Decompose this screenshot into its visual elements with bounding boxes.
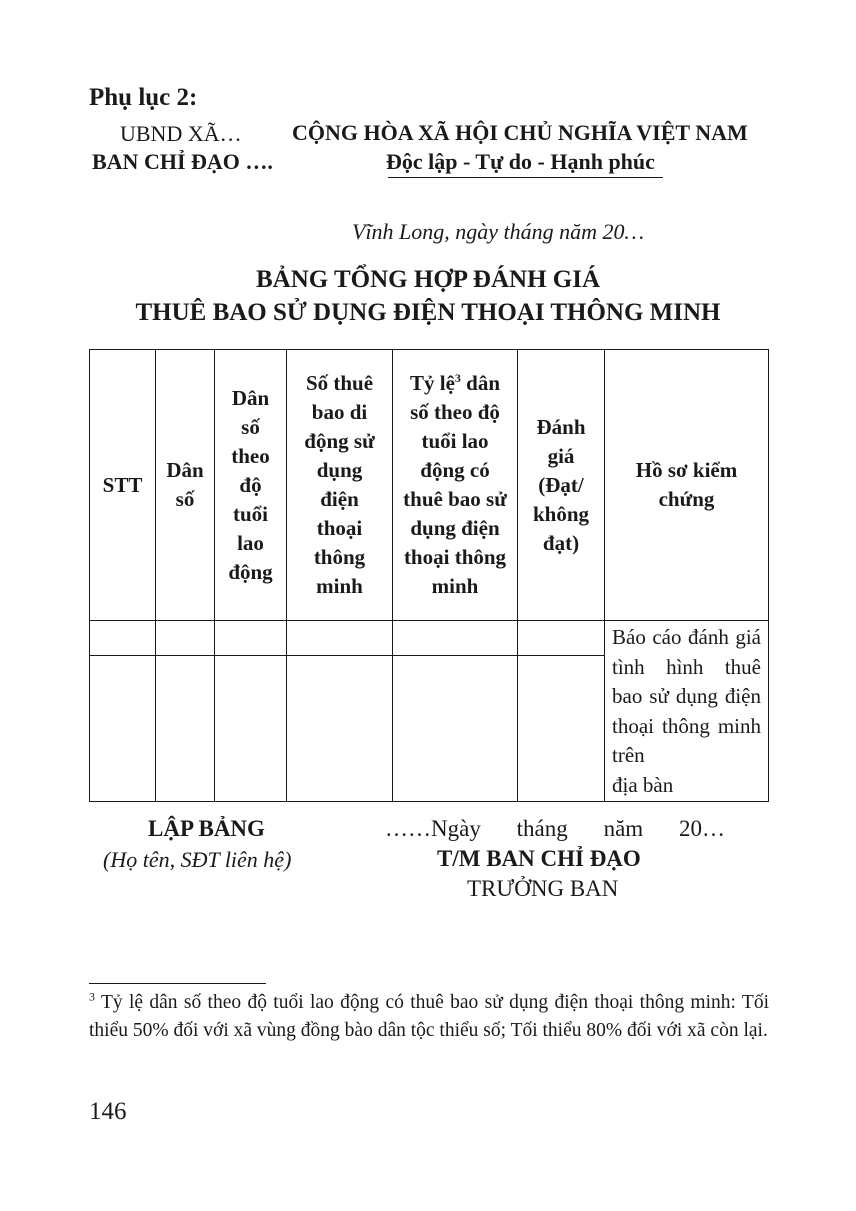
- header-assessment: Đánh giá (Đạt/ không đạt): [518, 350, 605, 621]
- evaluation-table: [89, 349, 769, 802]
- national-title: CỘNG HÒA XÃ HỘI CHỦ NGHĨA VIỆT NAM: [292, 120, 748, 145]
- document-title-line1: BẢNG TỔNG HỢP ĐÁNH GIÁ: [255, 266, 601, 293]
- signer-office: T/M BAN CHỈ ĐẠO: [437, 846, 641, 871]
- header-smartphone-subscribers: Số thuê bao di động sử dụng điện thoại thông minh: [287, 350, 393, 621]
- header-ratio: Tỷ lệ$^3$ dân số theo độ tuổi lao động có thuê bao sử dụng điện thoại thông minh: [393, 350, 518, 621]
- signature-date: ……Ngày tháng năm 20…: [385, 816, 725, 841]
- footnote-separator: [89, 983, 266, 984]
- table-cell: [90, 621, 156, 656]
- table-cell: [393, 656, 518, 802]
- national-motto: Độc lập - Tự do - Hạnh phúc: [386, 149, 655, 174]
- prepared-by-title: LẬP BẢNG: [148, 816, 265, 841]
- table-cell: [393, 621, 518, 656]
- footnote-marker: 3: [89, 989, 95, 1004]
- motto-underline: [388, 177, 663, 178]
- steering-committee: BAN CHỈ ĐẠO ….: [92, 149, 273, 174]
- header-population: Dân số: [156, 350, 215, 621]
- footnote: [89, 989, 769, 1045]
- table-cell: [287, 621, 393, 656]
- page-number: 146: [89, 1098, 127, 1125]
- table-cell: [518, 621, 605, 656]
- footnote-ref: 3: [454, 371, 461, 385]
- header-stt: STT: [90, 350, 156, 621]
- table-cell: [215, 656, 287, 802]
- table-row: [90, 621, 769, 656]
- header-working-age-population: Dân số theo độ tuổi lao động: [215, 350, 287, 621]
- table-header-row: [90, 350, 769, 621]
- header-evidence: Hồ sơ kiểm chứng: [605, 350, 769, 621]
- table-cell: [518, 656, 605, 802]
- committee-org: UBND XÃ…: [120, 121, 242, 146]
- prepared-by-note: (Họ tên, SĐT liên hệ): [103, 847, 292, 872]
- table-cell: [90, 656, 156, 802]
- table-cell: [287, 656, 393, 802]
- appendix-label: Phụ lục 2:: [89, 84, 198, 111]
- signer-role: TRƯỞNG BAN: [467, 876, 619, 901]
- footnote-text: Tỷ lệ dân số theo độ tuổi lao động có thuê bao sử dụng điện thoại thông minh: Tối thiểu 50% đối với xã vùng đồng bào dân tộc thiểu số; Tối thiểu 80% đối với xã còn lại.: [89, 992, 769, 1041]
- table-cell: [215, 621, 287, 656]
- evidence-cell: Báo cáo đánh giá tình hình thuê bao sử dụng điện thoại thông minh trên địa bàn: [605, 621, 769, 802]
- table-cell: [156, 656, 215, 802]
- place-date: Vĩnh Long, ngày tháng năm 20…: [352, 219, 645, 244]
- table-cell: [156, 621, 215, 656]
- document-title-line2: THUÊ BAO SỬ DỤNG ĐIỆN THOẠI THÔNG MINH: [135, 299, 721, 326]
